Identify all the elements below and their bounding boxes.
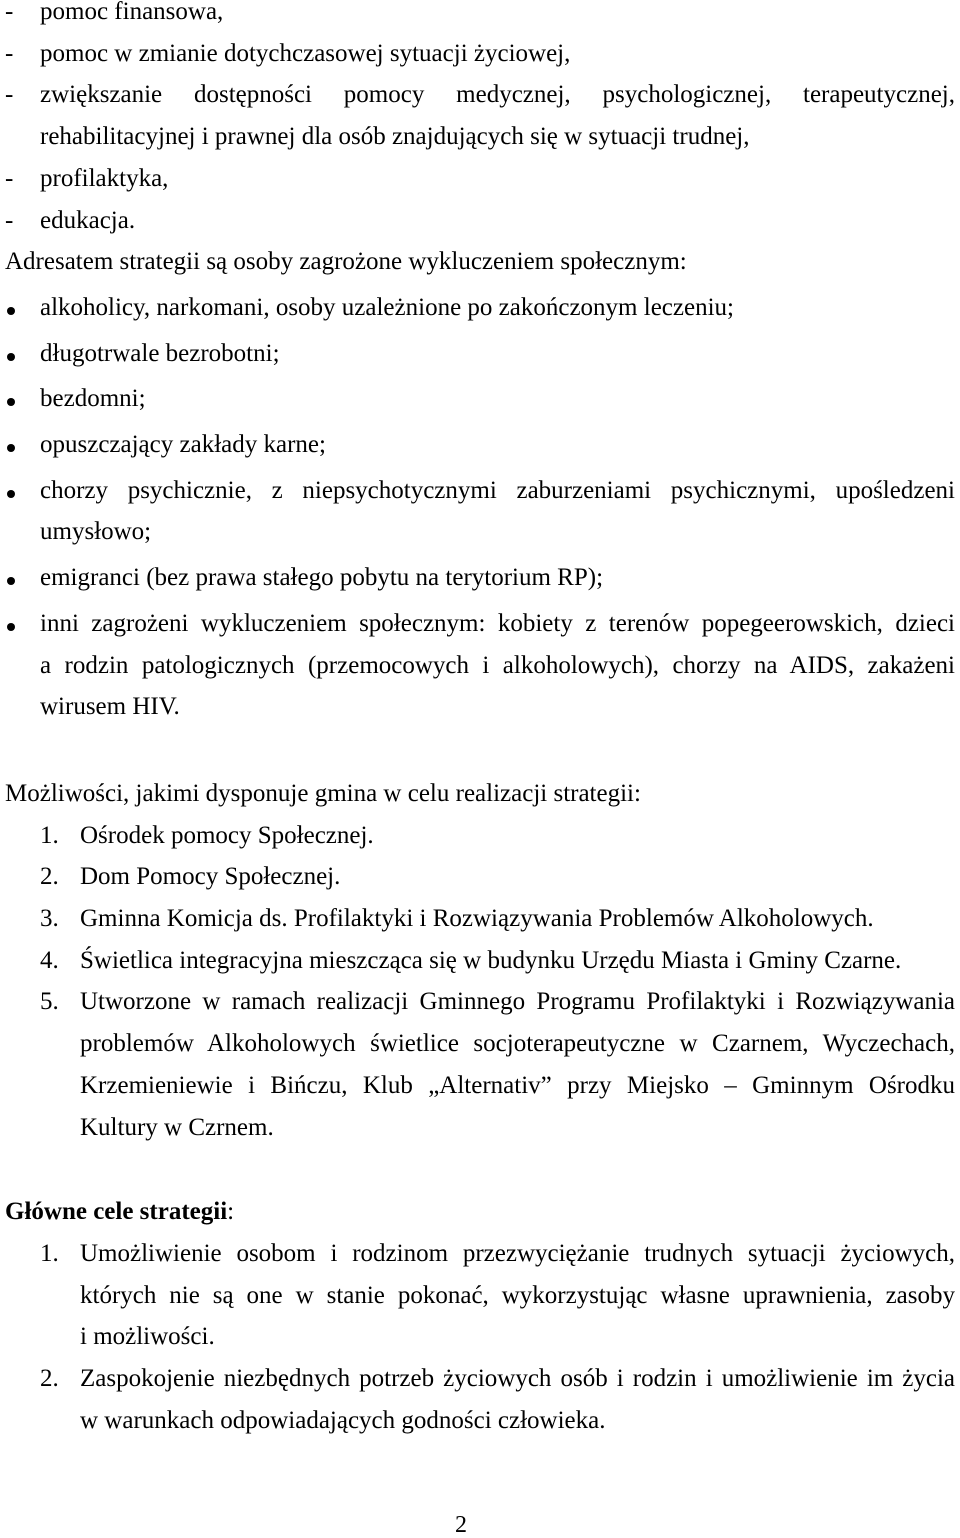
goals-heading [5,1191,955,1233]
target-group-item [5,470,955,553]
help-form-item [5,74,955,157]
help-forms-list [5,0,955,241]
list-number: 2. [40,1365,59,1393]
dash-marker: - [5,39,14,67]
help-form-text: profilaktyka, [40,164,169,192]
resource-item [5,856,955,898]
list-number: 2. [40,863,59,891]
resource-text: Ośrodek pomocy Społecznej. [80,821,374,849]
help-form-text: edukacja. [40,206,136,234]
goal-text: których nie są one w stanie pokonać, wykorzystując własne uprawnienia, zasoby [80,1281,955,1309]
help-form-text: zwiększanie dostępności pomocy medycznej, psychologicznej, terapeutycznej, [40,81,955,109]
help-form-text: pomoc finansowa, [40,0,224,25]
dash-marker: - [5,164,14,192]
resource-text: Kultury w Czrnem. [80,1113,274,1141]
target-group-text: umysłowo; [40,518,152,546]
bullet-icon [7,398,15,406]
resource-item [5,815,955,857]
help-form-item [5,200,955,242]
target-group-text: wirusem HIV. [40,693,180,721]
target-group-text: długotrwale bezrobotni; [40,339,280,367]
target-group-item [5,378,955,420]
resource-text: Świetlica integracyjna mieszcząca się w budynku Urzędu Miasta i Gminy Czarne. [80,946,902,974]
target-group-text: bezdomni; [40,385,146,413]
target-group-text: opuszczający zakłady karne; [40,431,326,459]
resource-text: Krzemieniewie i Bińczu, Klub „Alternativ” przy Miejsko – Gminnym Ośrodku [80,1071,955,1099]
list-number: 1. [40,821,59,849]
help-form-text: rehabilitacyjnej i prawnej dla osób znajdujących się w sytuacji trudnej, [40,123,750,151]
goals-heading-text: Główne cele strategii [5,1198,228,1226]
target-group-item [5,603,955,728]
resource-item [5,898,955,940]
bullet-icon [7,623,15,631]
resources-heading: Możliwości, jakimi dysponuje gmina w celu realizacji strategii: [5,779,641,807]
help-form-item [5,33,955,75]
document-page [5,0,955,1442]
goals-list [5,1233,955,1442]
bullet-icon [7,577,15,585]
target-group-text: alkoholicy, narkomani, osoby uzależnione po zakończonym leczeniu; [40,293,734,321]
help-form-item [5,0,955,33]
resource-item [5,981,955,1148]
dash-marker: - [5,206,14,234]
list-number: 4. [40,946,59,974]
list-number: 3. [40,905,59,933]
resources-list [5,815,955,1149]
target-group-intro: Adresatem strategii są osoby zagrożone wykluczeniem społecznym: [5,248,687,276]
target-group-list [5,287,955,728]
bullet-icon [7,307,15,315]
goal-item [5,1233,955,1358]
target-group-text: a rodzin patologicznych (przemocowych i alkoholowych), chorzy na AIDS, zakażeni [40,651,955,679]
resource-text: Dom Pomocy Społecznej. [80,863,341,891]
bullet-icon [7,444,15,452]
goals-heading-suffix: : [227,1198,235,1226]
help-form-item [5,158,955,200]
help-form-text: pomoc w zmianie dotychczasowej sytuacji życiowej, [40,39,571,67]
goal-item [5,1358,955,1441]
goal-text: i możliwości. [80,1323,215,1351]
bullet-icon [7,353,15,361]
bullet-icon [7,490,15,498]
list-number: 5. [40,988,59,1016]
page-number: 2 [455,1512,467,1538]
dash-marker: - [5,0,14,25]
goal-text: Zaspokojenie niezbędnych potrzeb życiowych osób i rodzin i umożliwienie im życia [80,1365,955,1393]
dash-marker: - [5,81,14,109]
list-number: 1. [40,1239,59,1267]
resource-text: problemów Alkoholowych świetlice socjoterapeutyczne w Czarnem, Wyczechach, [80,1030,955,1058]
target-group-item [5,557,955,599]
resource-text: Utworzone w ramach realizacji Gminnego Programu Profilaktyki i Rozwiązywania [80,988,955,1016]
target-group-text: inni zagrożeni wykluczeniem społecznym: kobiety z terenów popegeerowskich, dzieci [40,609,955,637]
target-group-item [5,424,955,466]
target-group-text: emigranci (bez prawa stałego pobytu na terytorium RP); [40,564,604,592]
resource-item [5,940,955,982]
resource-text: Gminna Komicja ds. Profilaktyki i Rozwiązywania Problemów Alkoholowych. [80,905,874,933]
target-group-text: chorzy psychicznie, z niepsychotycznymi zaburzeniami psychicznymi, upośledzeni [40,476,955,504]
target-group-item [5,287,955,329]
goal-text: w warunkach odpowiadających godności człowieka. [80,1406,606,1434]
goal-text: Umożliwienie osobom i rodzinom przezwyciężanie trudnych sytuacji życiowych, [80,1239,955,1267]
target-group-item [5,333,955,375]
